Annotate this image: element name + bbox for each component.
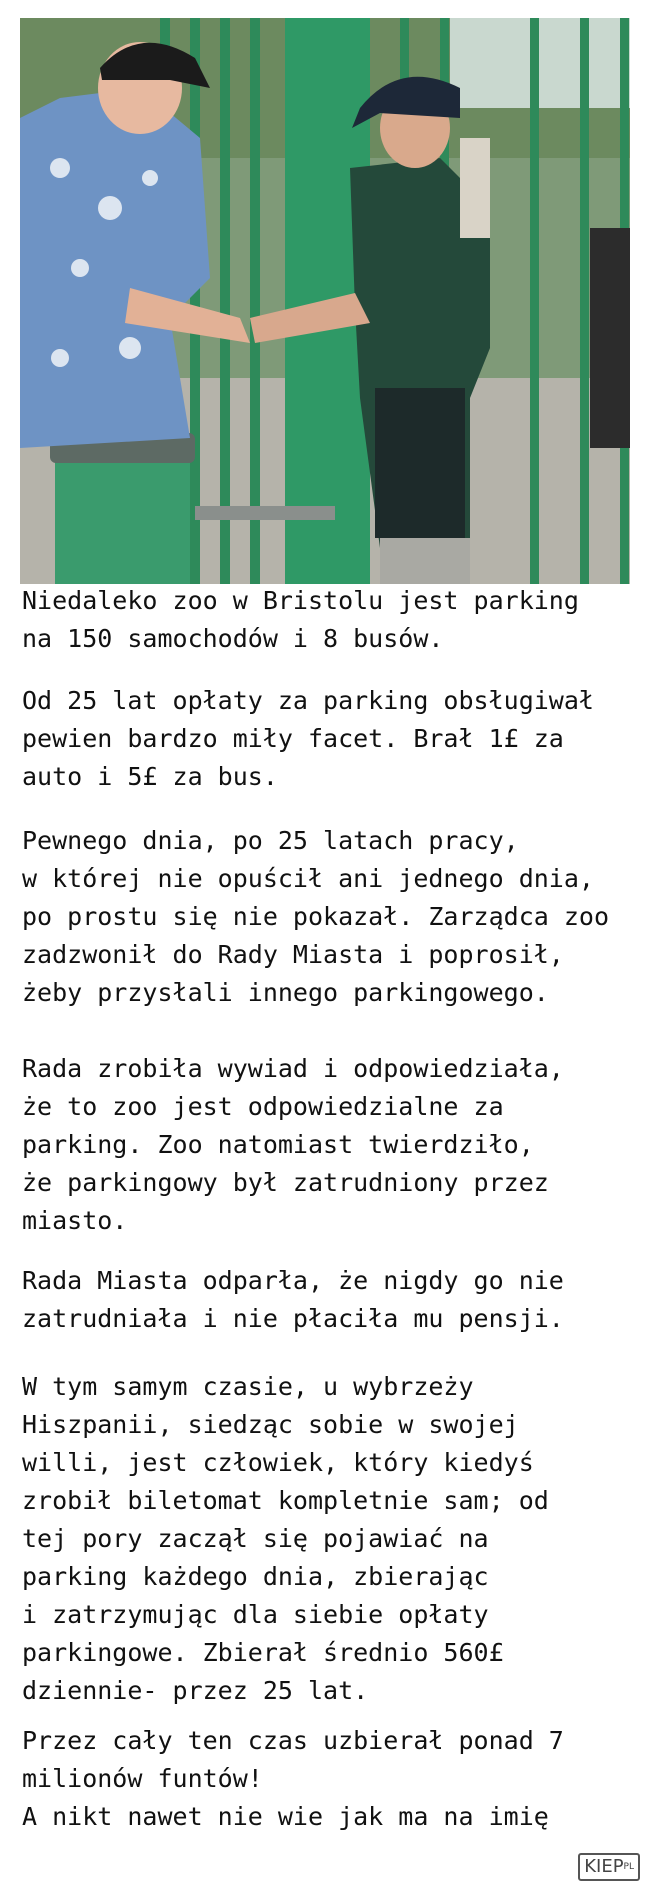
- photo-illustration: [20, 18, 630, 584]
- photo-parking-attendant: [20, 18, 630, 584]
- paragraph-denial: Rada Miasta odparła, że nigdy go nie zatrudniała i nie płaciła mu pensji.: [22, 1266, 564, 1333]
- kiep-watermark-logo: [578, 1853, 640, 1881]
- paragraph-spain: W tym samym czasie, u wybrzeży Hiszpanii, siedząc sobie w swojej willi, jest człowiek, który kiedyś zrobił biletomat kompletnie sam; od tej pory zaczął się pojawiać na parking każdego dnia, zbierając i zatrzymując dla siebie opłaty parkingowe. Zbierał średnio 560£ dziennie- przez 25 lat.: [22, 1372, 549, 1705]
- paragraph-intro: Niedaleko zoo w Bristolu jest parking na 150 samochodów i 8 busów.: [22, 586, 579, 653]
- paragraph-conclusion: Przez cały ten czas uzbierał ponad 7 milionów funtów! A nikt nawet nie wie jak ma na imię: [22, 1726, 564, 1831]
- watermark-main-text: KIEP: [584, 1856, 624, 1877]
- paragraph-attendant: Od 25 lat opłaty za parking obsługiwał pewien bardzo miły facet. Brał 1£ za auto i 5£ za bus.: [22, 686, 594, 791]
- paragraph-disappearance: Pewnego dnia, po 25 latach pracy, w której nie opuścił ani jednego dnia, po prostu się nie pokazał. Zarządca zoo zadzwonił do Rady Miasta i poprosił, żeby przysłali innego parkingowego.: [22, 826, 609, 1007]
- paragraph-council: Rada zrobiła wywiad i odpowiedziała, że to zoo jest odpowiedzialne za parking. Zoo natomiast twierdziło, że parkingowy był zatrudniony przez miasto.: [22, 1054, 564, 1235]
- watermark-suffix-text: PL: [623, 1862, 634, 1872]
